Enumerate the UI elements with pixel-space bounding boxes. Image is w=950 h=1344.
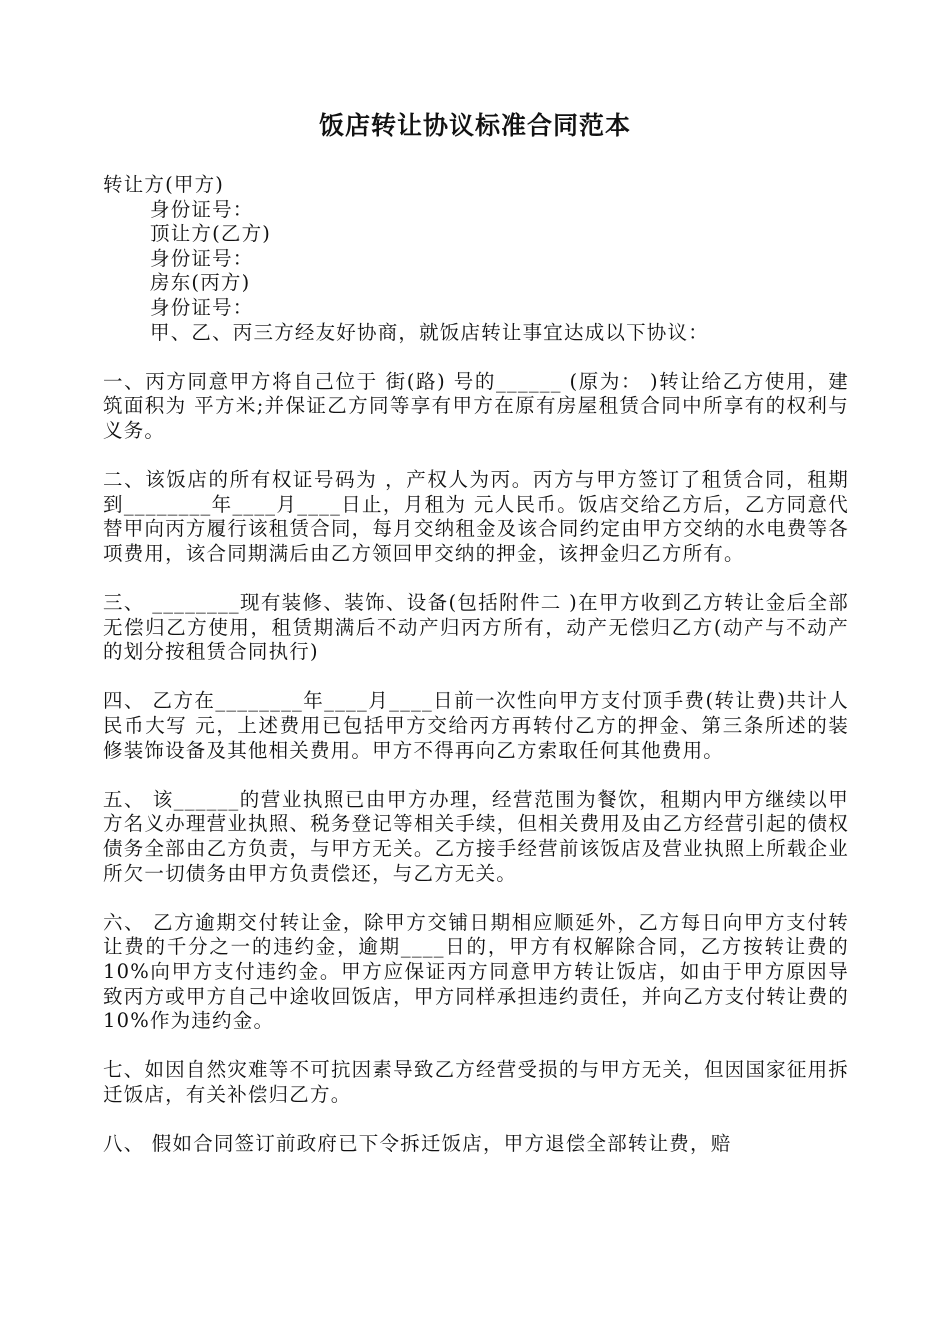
clause-1: 一、丙方同意甲方将自己位于 街(路) 号的______ (原为： )转让给乙方使用，建筑面积为 平方米;并保证乙方同等享有甲方在原有房屋租赁合同中所享有的权利与义务。 [103, 369, 849, 442]
clause-2: 二、该饭店的所有权证号码为 ，产权人为丙。丙方与甲方签订了租赁合同，租期到________年____月____日止，月租为 元人民币。饭店交给乙方后，乙方同意代替甲向丙方履行该租赁合同，每月交纳租金及该合同约定由甲方交纳的水电费等各项费用，该合同期满后由乙方领回甲交纳的押金，该押金归乙方所有。 [103, 468, 849, 565]
clause-8: 八、 假如合同签订前政府已下令拆迁饭店，甲方退偿全部转让费，赔 [103, 1132, 732, 1156]
document-body [103, 173, 849, 1157]
agreement-preamble: 甲、乙、丙三方经友好协商，就饭店转让事宜达成以下协议： [150, 320, 709, 344]
party-landlord-id: 身份证号： [150, 295, 254, 319]
clause-4: 四、 乙方在________年____月____日前一次性向甲方支付顶手费(转让费)共计人民币大写 元，上述费用已包括甲方交给丙方再转付乙方的押金、第三条所述的装修装饰设备及其他相关费用。甲方不得再向乙方索取任何其他费用。 [103, 689, 849, 762]
document-title: 饭店转让协议标准合同范本 [318, 111, 631, 140]
clause-7: 七、如因自然灾难等不可抗因素导致乙方经营受损的与甲方无关，但因国家征用拆迁饭店，有关补偿归乙方。 [103, 1058, 849, 1106]
party-transferor: 转让方(甲方) [103, 173, 225, 196]
clause-6: 六、 乙方逾期交付转让金，除甲方交铺日期相应顺延外，乙方每日向甲方支付转让费的千分之一的违约金，逾期____日的，甲方有权解除合同，乙方按转让费的10%向甲方支付违约金。甲方应保证丙方同意甲方转让饭店，如由于甲方原因导致丙方或甲方自己中途收回饭店，甲方同样承担违约责任，并向乙方支付转让费的10%作为违约金。 [103, 910, 849, 1033]
clause-5: 五、 该______的营业执照已由甲方办理，经营范围为餐饮，租期内甲方继续以甲方名义办理营业执照、税务登记等相关手续，但相关费用及由乙方经营引起的债权债务全部由乙方负责，与甲方无关。乙方接手经营前该饭店及营业执照上所载企业所欠一切债务由甲方负责偿还，与乙方无关。 [103, 787, 849, 885]
party-transferee-id: 身份证号： [150, 246, 254, 270]
party-transferor-id: 身份证号： [150, 197, 254, 221]
clause-3: 三、 ________现有装修、装饰、设备(包括附件二 )在甲方收到乙方转让金后全部无偿归乙方使用，租赁期满后不动产归丙方所有，动产无偿归乙方(动产与不动产的划分按租赁合同执行) [103, 591, 849, 664]
party-landlord: 房东(丙方) [150, 271, 251, 295]
party-transferee: 顶让方(乙方) [150, 222, 272, 246]
